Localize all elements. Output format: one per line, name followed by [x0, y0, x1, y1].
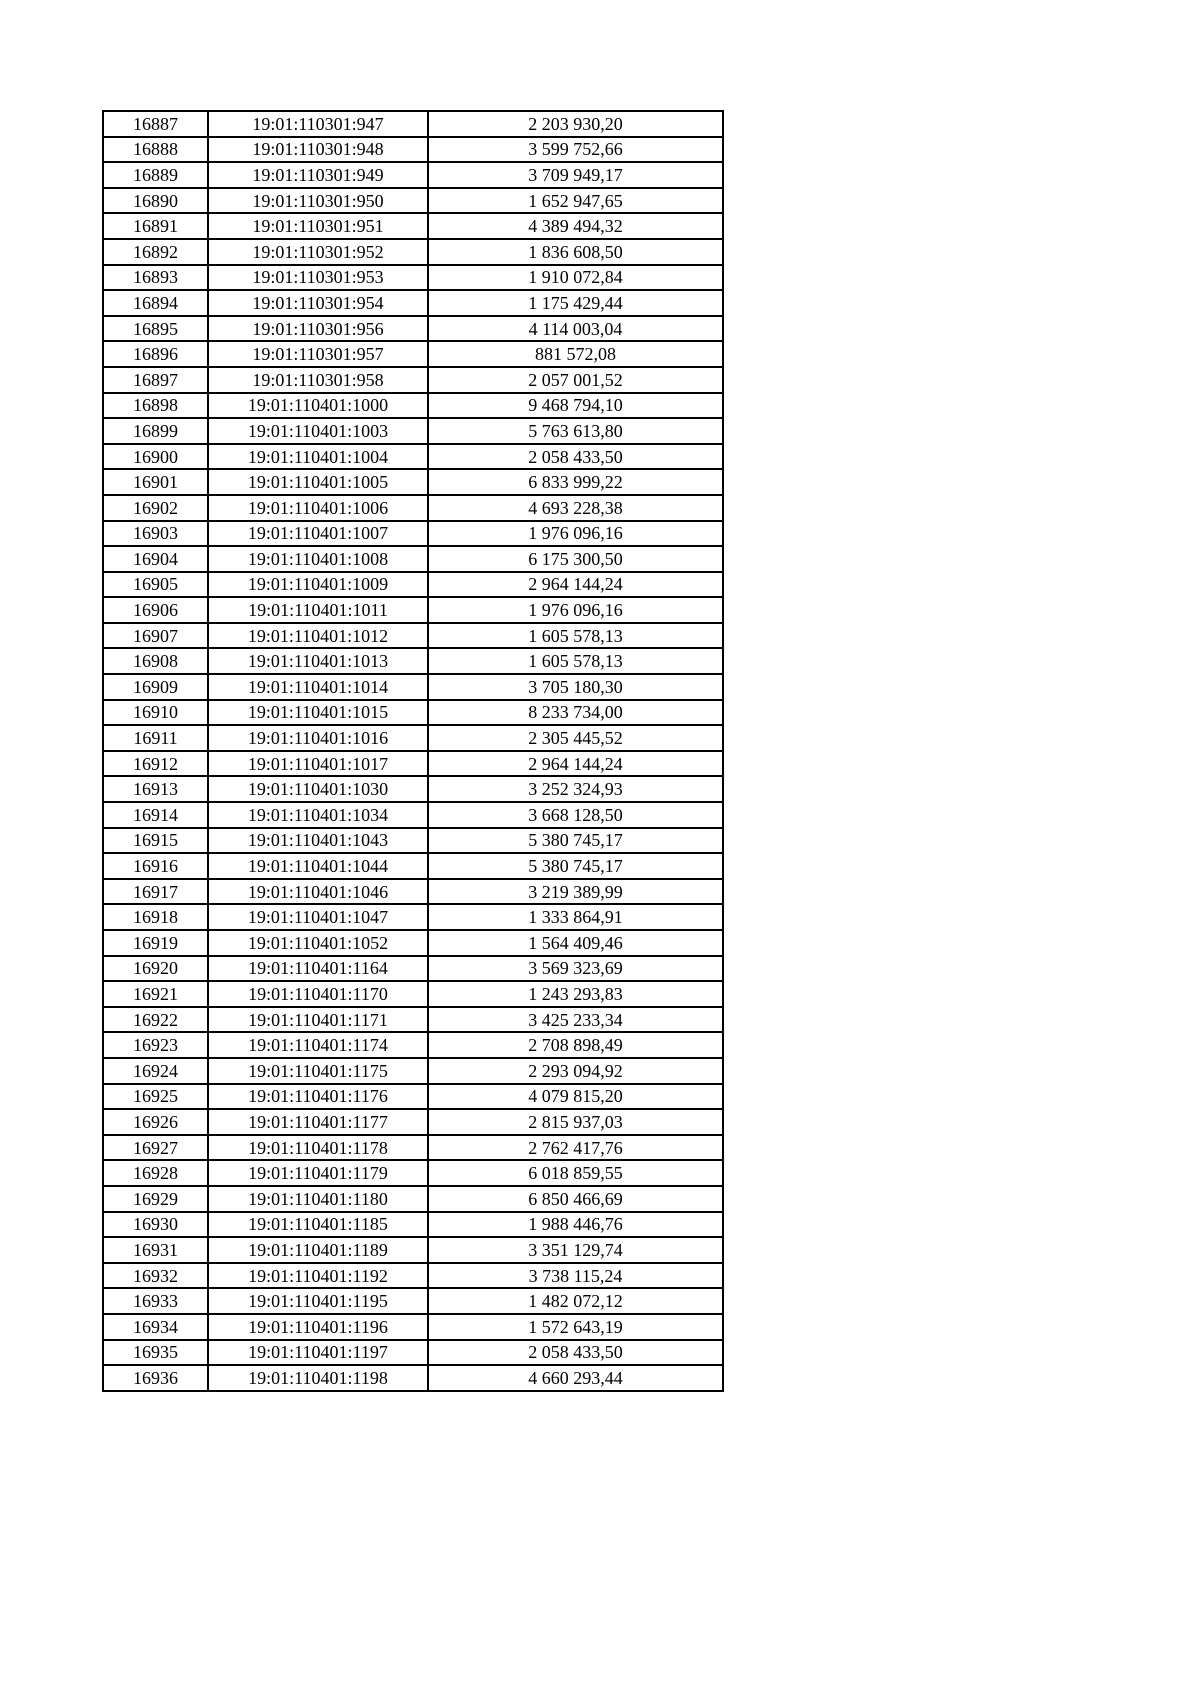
- table-row: [103, 725, 723, 751]
- cadastral-number-cell: 19:01:110401:1185: [208, 1212, 428, 1238]
- row-number-cell: 16929: [103, 1186, 208, 1212]
- cadastral-number-cell: 19:01:110401:1171: [208, 1007, 428, 1033]
- table-row: [103, 1212, 723, 1238]
- cadastral-value-cell: 4 079 815,20: [428, 1084, 723, 1110]
- cadastral-number-cell: 19:01:110401:1013: [208, 648, 428, 674]
- cadastral-number-cell: 19:01:110401:1005: [208, 469, 428, 495]
- cadastral-value-cell: 3 709 949,17: [428, 162, 723, 188]
- cadastral-number-cell: 19:01:110401:1179: [208, 1160, 428, 1186]
- cadastral-number-cell: 19:01:110401:1170: [208, 981, 428, 1007]
- row-number-cell: 16923: [103, 1032, 208, 1058]
- row-number-cell: 16934: [103, 1314, 208, 1340]
- row-number-cell: 16890: [103, 188, 208, 214]
- cadastral-number-cell: 19:01:110301:947: [208, 111, 428, 137]
- table-row: [103, 162, 723, 188]
- row-number-cell: 16915: [103, 828, 208, 854]
- cadastral-value-cell: 2 964 144,24: [428, 751, 723, 777]
- cadastral-value-cell: 1 175 429,44: [428, 290, 723, 316]
- table-row: [103, 546, 723, 572]
- table-row: [103, 393, 723, 419]
- cadastral-value-cell: 8 233 734,00: [428, 700, 723, 726]
- row-number-cell: 16912: [103, 751, 208, 777]
- row-number-cell: 16924: [103, 1058, 208, 1084]
- row-number-cell: 16918: [103, 904, 208, 930]
- row-number-cell: 16900: [103, 444, 208, 470]
- row-number-cell: 16908: [103, 648, 208, 674]
- table-row: [103, 1365, 723, 1391]
- cadastral-value-cell: 1 243 293,83: [428, 981, 723, 1007]
- table-row: [103, 802, 723, 828]
- cadastral-value-cell: 1 976 096,16: [428, 597, 723, 623]
- cadastral-value-cell: 2 762 417,76: [428, 1135, 723, 1161]
- table-row: [103, 1314, 723, 1340]
- row-number-cell: 16887: [103, 111, 208, 137]
- cadastral-number-cell: 19:01:110401:1164: [208, 956, 428, 982]
- row-number-cell: 16913: [103, 776, 208, 802]
- row-number-cell: 16895: [103, 316, 208, 342]
- cadastral-value-cell: 6 018 859,55: [428, 1160, 723, 1186]
- cadastral-value-cell: 3 599 752,66: [428, 137, 723, 163]
- cadastral-value-cell: 3 705 180,30: [428, 674, 723, 700]
- row-number-cell: 16935: [103, 1340, 208, 1366]
- cadastral-value-cell: 6 833 999,22: [428, 469, 723, 495]
- row-number-cell: 16899: [103, 418, 208, 444]
- cadastral-value-cell: 9 468 794,10: [428, 393, 723, 419]
- cadastral-number-cell: 19:01:110301:948: [208, 137, 428, 163]
- cadastral-number-cell: 19:01:110401:1178: [208, 1135, 428, 1161]
- cadastral-number-cell: 19:01:110401:1016: [208, 725, 428, 751]
- row-number-cell: 16928: [103, 1160, 208, 1186]
- row-number-cell: 16898: [103, 393, 208, 419]
- row-number-cell: 16932: [103, 1263, 208, 1289]
- table-row: [103, 290, 723, 316]
- cadastral-number-cell: 19:01:110401:1006: [208, 495, 428, 521]
- row-number-cell: 16917: [103, 879, 208, 905]
- row-number-cell: 16926: [103, 1109, 208, 1135]
- cadastral-value-cell: 6 850 466,69: [428, 1186, 723, 1212]
- table-row: [103, 1058, 723, 1084]
- table-row: [103, 1109, 723, 1135]
- cadastral-number-cell: 19:01:110301:956: [208, 316, 428, 342]
- cadastral-number-cell: 19:01:110301:958: [208, 367, 428, 393]
- row-number-cell: 16896: [103, 341, 208, 367]
- table-row: [103, 597, 723, 623]
- table-row: [103, 1288, 723, 1314]
- row-number-cell: 16903: [103, 521, 208, 547]
- row-number-cell: 16905: [103, 572, 208, 598]
- cadastral-value-cell: 5 380 745,17: [428, 828, 723, 854]
- cadastral-number-cell: 19:01:110301:950: [208, 188, 428, 214]
- cadastral-number-cell: 19:01:110401:1176: [208, 1084, 428, 1110]
- cadastral-number-cell: 19:01:110401:1003: [208, 418, 428, 444]
- cadastral-number-cell: 19:01:110301:949: [208, 162, 428, 188]
- cadastral-value-cell: 2 815 937,03: [428, 1109, 723, 1135]
- table-row: [103, 316, 723, 342]
- cadastral-value-cell: 4 693 228,38: [428, 495, 723, 521]
- row-number-cell: 16901: [103, 469, 208, 495]
- row-number-cell: 16922: [103, 1007, 208, 1033]
- cadastral-number-cell: 19:01:110401:1197: [208, 1340, 428, 1366]
- row-number-cell: 16906: [103, 597, 208, 623]
- table-row: [103, 213, 723, 239]
- cadastral-number-cell: 19:01:110401:1009: [208, 572, 428, 598]
- cadastral-number-cell: 19:01:110401:1017: [208, 751, 428, 777]
- cadastral-number-cell: 19:01:110401:1189: [208, 1237, 428, 1263]
- row-number-cell: 16925: [103, 1084, 208, 1110]
- table-row: [103, 572, 723, 598]
- cadastral-value-cell: 1 572 643,19: [428, 1314, 723, 1340]
- table-row: [103, 648, 723, 674]
- table-row: [103, 418, 723, 444]
- table-row: [103, 469, 723, 495]
- cadastral-number-cell: 19:01:110401:1000: [208, 393, 428, 419]
- cadastral-value-cell: 1 605 578,13: [428, 623, 723, 649]
- table-row: [103, 623, 723, 649]
- cadastral-value-cell: 1 605 578,13: [428, 648, 723, 674]
- cadastral-number-cell: 19:01:110401:1030: [208, 776, 428, 802]
- cadastral-number-cell: 19:01:110401:1192: [208, 1263, 428, 1289]
- table-row: [103, 1135, 723, 1161]
- table-row: [103, 981, 723, 1007]
- cadastral-value-cell: 2 057 001,52: [428, 367, 723, 393]
- cadastral-number-cell: 19:01:110401:1043: [208, 828, 428, 854]
- row-number-cell: 16909: [103, 674, 208, 700]
- cadastral-value-cell: 5 380 745,17: [428, 853, 723, 879]
- cadastral-value-cell: 2 708 898,49: [428, 1032, 723, 1058]
- cadastral-value-cell: 881 572,08: [428, 341, 723, 367]
- table-row: [103, 367, 723, 393]
- cadastral-number-cell: 19:01:110401:1180: [208, 1186, 428, 1212]
- row-number-cell: 16888: [103, 137, 208, 163]
- table-row: [103, 1084, 723, 1110]
- row-number-cell: 16919: [103, 930, 208, 956]
- cadastral-number-cell: 19:01:110401:1046: [208, 879, 428, 905]
- row-number-cell: 16936: [103, 1365, 208, 1391]
- row-number-cell: 16920: [103, 956, 208, 982]
- cadastral-number-cell: 19:01:110401:1014: [208, 674, 428, 700]
- cadastral-value-table: [102, 110, 724, 1392]
- table-row: [103, 1186, 723, 1212]
- row-number-cell: 16892: [103, 239, 208, 265]
- row-number-cell: 16889: [103, 162, 208, 188]
- table-row: [103, 904, 723, 930]
- cadastral-number-cell: 19:01:110401:1008: [208, 546, 428, 572]
- cadastral-value-cell: 4 660 293,44: [428, 1365, 723, 1391]
- cadastral-number-cell: 19:01:110301:952: [208, 239, 428, 265]
- cadastral-number-cell: 19:01:110401:1004: [208, 444, 428, 470]
- cadastral-value-cell: 2 964 144,24: [428, 572, 723, 598]
- table-row: [103, 1160, 723, 1186]
- table-row: [103, 751, 723, 777]
- cadastral-number-cell: 19:01:110401:1177: [208, 1109, 428, 1135]
- cadastral-value-cell: 1 482 072,12: [428, 1288, 723, 1314]
- cadastral-value-cell: 3 252 324,93: [428, 776, 723, 802]
- cadastral-number-cell: 19:01:110401:1195: [208, 1288, 428, 1314]
- cadastral-number-cell: 19:01:110401:1174: [208, 1032, 428, 1058]
- table-body: [103, 111, 723, 1391]
- cadastral-value-cell: 1 988 446,76: [428, 1212, 723, 1238]
- cadastral-value-cell: 1 333 864,91: [428, 904, 723, 930]
- cadastral-value-cell: 3 351 129,74: [428, 1237, 723, 1263]
- row-number-cell: 16927: [103, 1135, 208, 1161]
- cadastral-value-cell: 2 058 433,50: [428, 444, 723, 470]
- cadastral-value-cell: 3 569 323,69: [428, 956, 723, 982]
- table-row: [103, 188, 723, 214]
- cadastral-number-cell: 19:01:110401:1047: [208, 904, 428, 930]
- cadastral-number-cell: 19:01:110401:1196: [208, 1314, 428, 1340]
- table-row: [103, 700, 723, 726]
- table-row: [103, 1263, 723, 1289]
- row-number-cell: 16911: [103, 725, 208, 751]
- row-number-cell: 16921: [103, 981, 208, 1007]
- row-number-cell: 16902: [103, 495, 208, 521]
- table-row: [103, 444, 723, 470]
- cadastral-value-cell: 1 836 608,50: [428, 239, 723, 265]
- cadastral-value-cell: 1 976 096,16: [428, 521, 723, 547]
- cadastral-value-cell: 3 425 233,34: [428, 1007, 723, 1033]
- cadastral-number-cell: 19:01:110401:1011: [208, 597, 428, 623]
- cadastral-value-cell: 1 910 072,84: [428, 265, 723, 291]
- table-row: [103, 853, 723, 879]
- row-number-cell: 16893: [103, 265, 208, 291]
- row-number-cell: 16916: [103, 853, 208, 879]
- row-number-cell: 16933: [103, 1288, 208, 1314]
- row-number-cell: 16894: [103, 290, 208, 316]
- table-row: [103, 239, 723, 265]
- table-row: [103, 341, 723, 367]
- cadastral-number-cell: 19:01:110401:1034: [208, 802, 428, 828]
- cadastral-number-cell: 19:01:110401:1007: [208, 521, 428, 547]
- table-row: [103, 495, 723, 521]
- cadastral-value-cell: 6 175 300,50: [428, 546, 723, 572]
- cadastral-value-cell: 2 293 094,92: [428, 1058, 723, 1084]
- row-number-cell: 16891: [103, 213, 208, 239]
- table-row: [103, 956, 723, 982]
- cadastral-number-cell: 19:01:110301:951: [208, 213, 428, 239]
- table-row: [103, 930, 723, 956]
- table-row: [103, 1340, 723, 1366]
- cadastral-number-cell: 19:01:110401:1052: [208, 930, 428, 956]
- cadastral-number-cell: 19:01:110401:1012: [208, 623, 428, 649]
- table-row: [103, 265, 723, 291]
- cadastral-value-cell: 1 564 409,46: [428, 930, 723, 956]
- cadastral-number-cell: 19:01:110301:954: [208, 290, 428, 316]
- table-row: [103, 674, 723, 700]
- cadastral-value-cell: 4 114 003,04: [428, 316, 723, 342]
- row-number-cell: 16907: [103, 623, 208, 649]
- table-row: [103, 1237, 723, 1263]
- row-number-cell: 16904: [103, 546, 208, 572]
- cadastral-number-cell: 19:01:110401:1015: [208, 700, 428, 726]
- table-row: [103, 521, 723, 547]
- table-row: [103, 111, 723, 137]
- cadastral-value-cell: 1 652 947,65: [428, 188, 723, 214]
- table-row: [103, 879, 723, 905]
- cadastral-number-cell: 19:01:110301:953: [208, 265, 428, 291]
- cadastral-value-cell: 4 389 494,32: [428, 213, 723, 239]
- cadastral-value-cell: 3 668 128,50: [428, 802, 723, 828]
- table-row: [103, 137, 723, 163]
- cadastral-number-cell: 19:01:110401:1044: [208, 853, 428, 879]
- table-row: [103, 1007, 723, 1033]
- cadastral-number-cell: 19:01:110301:957: [208, 341, 428, 367]
- table-row: [103, 1032, 723, 1058]
- cadastral-value-cell: 2 203 930,20: [428, 111, 723, 137]
- row-number-cell: 16930: [103, 1212, 208, 1238]
- table-row: [103, 776, 723, 802]
- cadastral-value-cell: 5 763 613,80: [428, 418, 723, 444]
- row-number-cell: 16931: [103, 1237, 208, 1263]
- table-row: [103, 828, 723, 854]
- row-number-cell: 16897: [103, 367, 208, 393]
- cadastral-number-cell: 19:01:110401:1198: [208, 1365, 428, 1391]
- cadastral-value-cell: 2 305 445,52: [428, 725, 723, 751]
- cadastral-value-cell: 3 738 115,24: [428, 1263, 723, 1289]
- cadastral-value-cell: 3 219 389,99: [428, 879, 723, 905]
- cadastral-number-cell: 19:01:110401:1175: [208, 1058, 428, 1084]
- row-number-cell: 16910: [103, 700, 208, 726]
- row-number-cell: 16914: [103, 802, 208, 828]
- cadastral-value-cell: 2 058 433,50: [428, 1340, 723, 1366]
